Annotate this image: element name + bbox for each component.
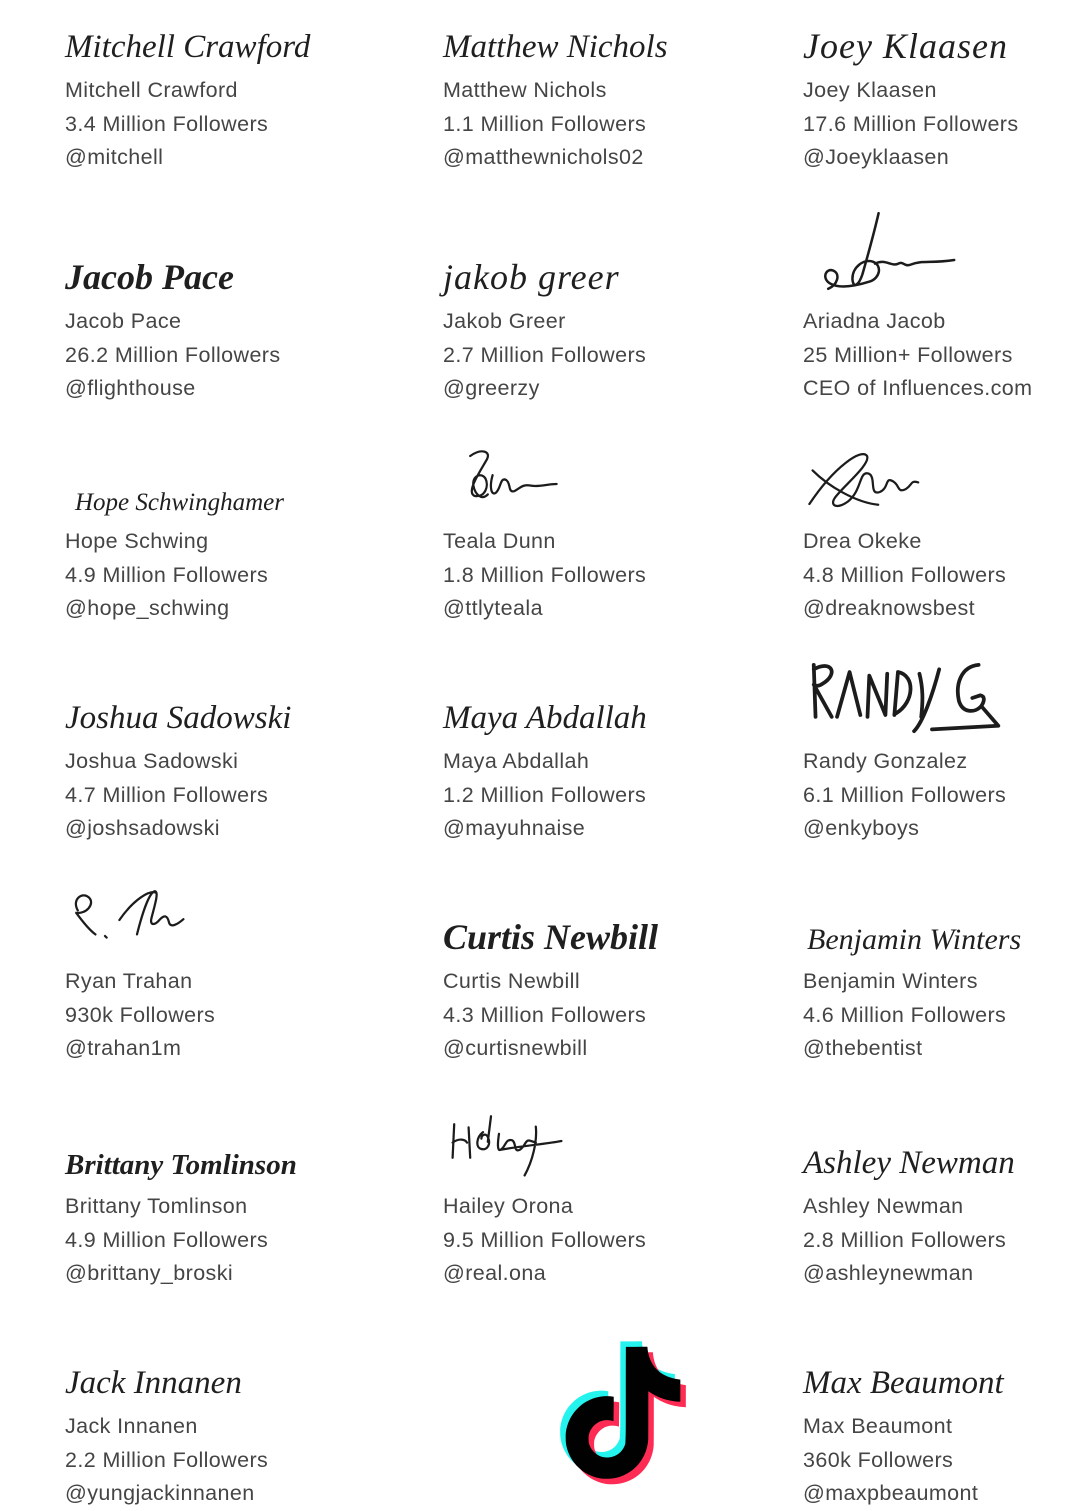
influencer-name: Randy Gonzalez	[803, 749, 968, 773]
card-teala-dunn	[443, 445, 803, 665]
follower-count: 25 Million+ Followers	[803, 342, 1013, 367]
influencer-handle: @enkyboys	[803, 816, 920, 840]
influencer-handle: @curtisnewbill	[443, 1036, 588, 1060]
follower-count: 1.1 Million Followers	[443, 111, 647, 136]
influencer-name: Maya Abdallah	[443, 749, 590, 773]
influencer-handle: @real.ona	[443, 1261, 547, 1285]
signature-curtis-newbill: Curtis Newbill	[443, 917, 659, 957]
influencer-name: Jakob Greer	[443, 309, 566, 333]
influencer-handle: @matthewnichols02	[443, 145, 644, 169]
influencer-handle: @Joeyklaasen	[803, 145, 950, 169]
card-ashley-newman	[803, 1110, 1080, 1330]
influencer-name: Max Beaumont	[803, 1414, 953, 1438]
signature-matthew-nichols: Matthew Nichols	[443, 29, 668, 65]
influencer-handle: @thebentist	[803, 1036, 923, 1060]
card-ryan-trahan	[65, 885, 443, 1110]
card-matthew-nichols	[443, 20, 803, 225]
signature-benjamin-winters: Benjamin Winters	[807, 923, 1022, 956]
influencer-name: Ariadna Jacob	[803, 309, 946, 333]
follower-count: 2.7 Million Followers	[443, 342, 647, 367]
card-randy-gonzalez	[803, 665, 1080, 885]
signature-scribble-ariadna	[803, 221, 983, 299]
signature-jack-innanen: Jack Innanen	[65, 1365, 242, 1401]
signature-scribble-hailey	[443, 1106, 603, 1184]
tiktok-logo-cell	[443, 1330, 803, 1499]
influencer-handle: @trahan1m	[65, 1036, 182, 1060]
signature-joshua-sadowski: Joshua Sadowski	[65, 700, 292, 736]
influencer-handle: @joshsadowski	[65, 816, 220, 840]
follower-count: 1.8 Million Followers	[443, 562, 647, 587]
signature-brittany-tomlinson: Brittany Tomlinson	[65, 1149, 297, 1181]
signature-maya-abdallah: Maya Abdallah	[443, 700, 647, 736]
card-hailey-orona	[443, 1110, 803, 1330]
follower-count: 4.6 Million Followers	[803, 1002, 1007, 1027]
card-jakob-greer	[443, 225, 803, 445]
influencer-name: Joshua Sadowski	[65, 749, 239, 773]
signature-scribble-teala	[443, 441, 603, 519]
influencer-name: Ashley Newman	[803, 1194, 964, 1218]
influencer-handle: @hope_schwing	[65, 596, 230, 620]
influencer-handle: @dreaknowsbest	[803, 596, 976, 620]
follower-count: 2.8 Million Followers	[803, 1227, 1007, 1252]
card-mitchell-crawford	[65, 20, 443, 225]
follower-count: 4.3 Million Followers	[443, 1002, 647, 1027]
follower-count: 4.8 Million Followers	[803, 562, 1007, 587]
card-max-beaumont	[803, 1330, 1080, 1505]
influencer-handle: @mitchell	[65, 145, 164, 169]
card-curtis-newbill	[443, 885, 803, 1110]
influencer-name: Jack Innanen	[65, 1414, 198, 1438]
card-hope-schwing	[65, 445, 443, 665]
influencer-handle: @greerzy	[443, 376, 540, 400]
influencer-handle: @flighthouse	[65, 376, 196, 400]
influencer-name: Teala Dunn	[443, 529, 556, 553]
tiktok-logo-icon	[557, 1344, 689, 1486]
influencer-name: Hope Schwing	[65, 529, 209, 553]
signature-scribble-ryan	[65, 881, 225, 959]
influencer-name: Drea Okeke	[803, 529, 922, 553]
card-joshua-sadowski	[65, 665, 443, 885]
follower-count: 6.1 Million Followers	[803, 782, 1007, 807]
influencer-name: Curtis Newbill	[443, 969, 581, 993]
influencer-name: Brittany Tomlinson	[65, 1194, 248, 1218]
signature-joey-klaasen: Joey Klaasen	[803, 26, 1008, 66]
influencer-handle: @ashleynewman	[803, 1261, 974, 1285]
influencer-name: Hailey Orona	[443, 1194, 574, 1218]
follower-count: 2.2 Million Followers	[65, 1447, 269, 1472]
follower-count: 360k Followers	[803, 1447, 954, 1472]
follower-count: 930k Followers	[65, 1002, 216, 1027]
influencer-handle: @mayuhnaise	[443, 816, 586, 840]
card-benjamin-winters	[803, 885, 1080, 1110]
influencer-handle: @brittany_broski	[65, 1261, 234, 1285]
signature-mitchell-crawford: Mitchell Crawford	[65, 29, 311, 65]
influencer-name: Mitchell Crawford	[65, 78, 238, 102]
card-maya-abdallah	[443, 665, 803, 885]
card-joey-klaasen	[803, 20, 1080, 225]
follower-count: 1.2 Million Followers	[443, 782, 647, 807]
influencer-name: Benjamin Winters	[803, 969, 978, 993]
signature-hope-schwinghamer: Hope Schwinghamer	[75, 489, 284, 516]
card-jacob-pace	[65, 225, 443, 445]
influencer-handle: @ttlyteala	[443, 596, 543, 620]
card-drea-okeke	[803, 445, 1080, 665]
card-brittany-tomlinson	[65, 1110, 443, 1330]
influencer-name: Ryan Trahan	[65, 969, 193, 993]
card-ariadna-jacob	[803, 225, 1080, 445]
influencer-title: CEO of Influences.com	[803, 376, 1033, 400]
signature-ashley-newman: Ashley Newman	[803, 1145, 1015, 1181]
influencer-handle: @yungjackinnanen	[65, 1481, 255, 1505]
follower-count: 17.6 Million Followers	[803, 111, 1019, 136]
signature-max-beaumont: Max Beaumont	[803, 1365, 1004, 1401]
signature-scribble-randy	[803, 657, 1018, 739]
influencer-name: Jacob Pace	[65, 309, 182, 333]
signature-jakob-greer: jakob greer	[443, 257, 620, 297]
follower-count: 26.2 Million Followers	[65, 342, 281, 367]
influencer-name: Matthew Nichols	[443, 78, 607, 102]
follower-count: 9.5 Million Followers	[443, 1227, 647, 1252]
signature-jacob-pace: Jacob Pace	[65, 257, 234, 297]
follower-count: 4.7 Million Followers	[65, 782, 269, 807]
signature-scribble-drea	[803, 441, 963, 519]
follower-count: 3.4 Million Followers	[65, 111, 269, 136]
influencer-handle: @maxpbeaumont	[803, 1481, 979, 1505]
card-jack-innanen	[65, 1330, 443, 1505]
follower-count: 4.9 Million Followers	[65, 1227, 269, 1252]
follower-count: 4.9 Million Followers	[65, 562, 269, 587]
influencer-name: Joey Klaasen	[803, 78, 937, 102]
